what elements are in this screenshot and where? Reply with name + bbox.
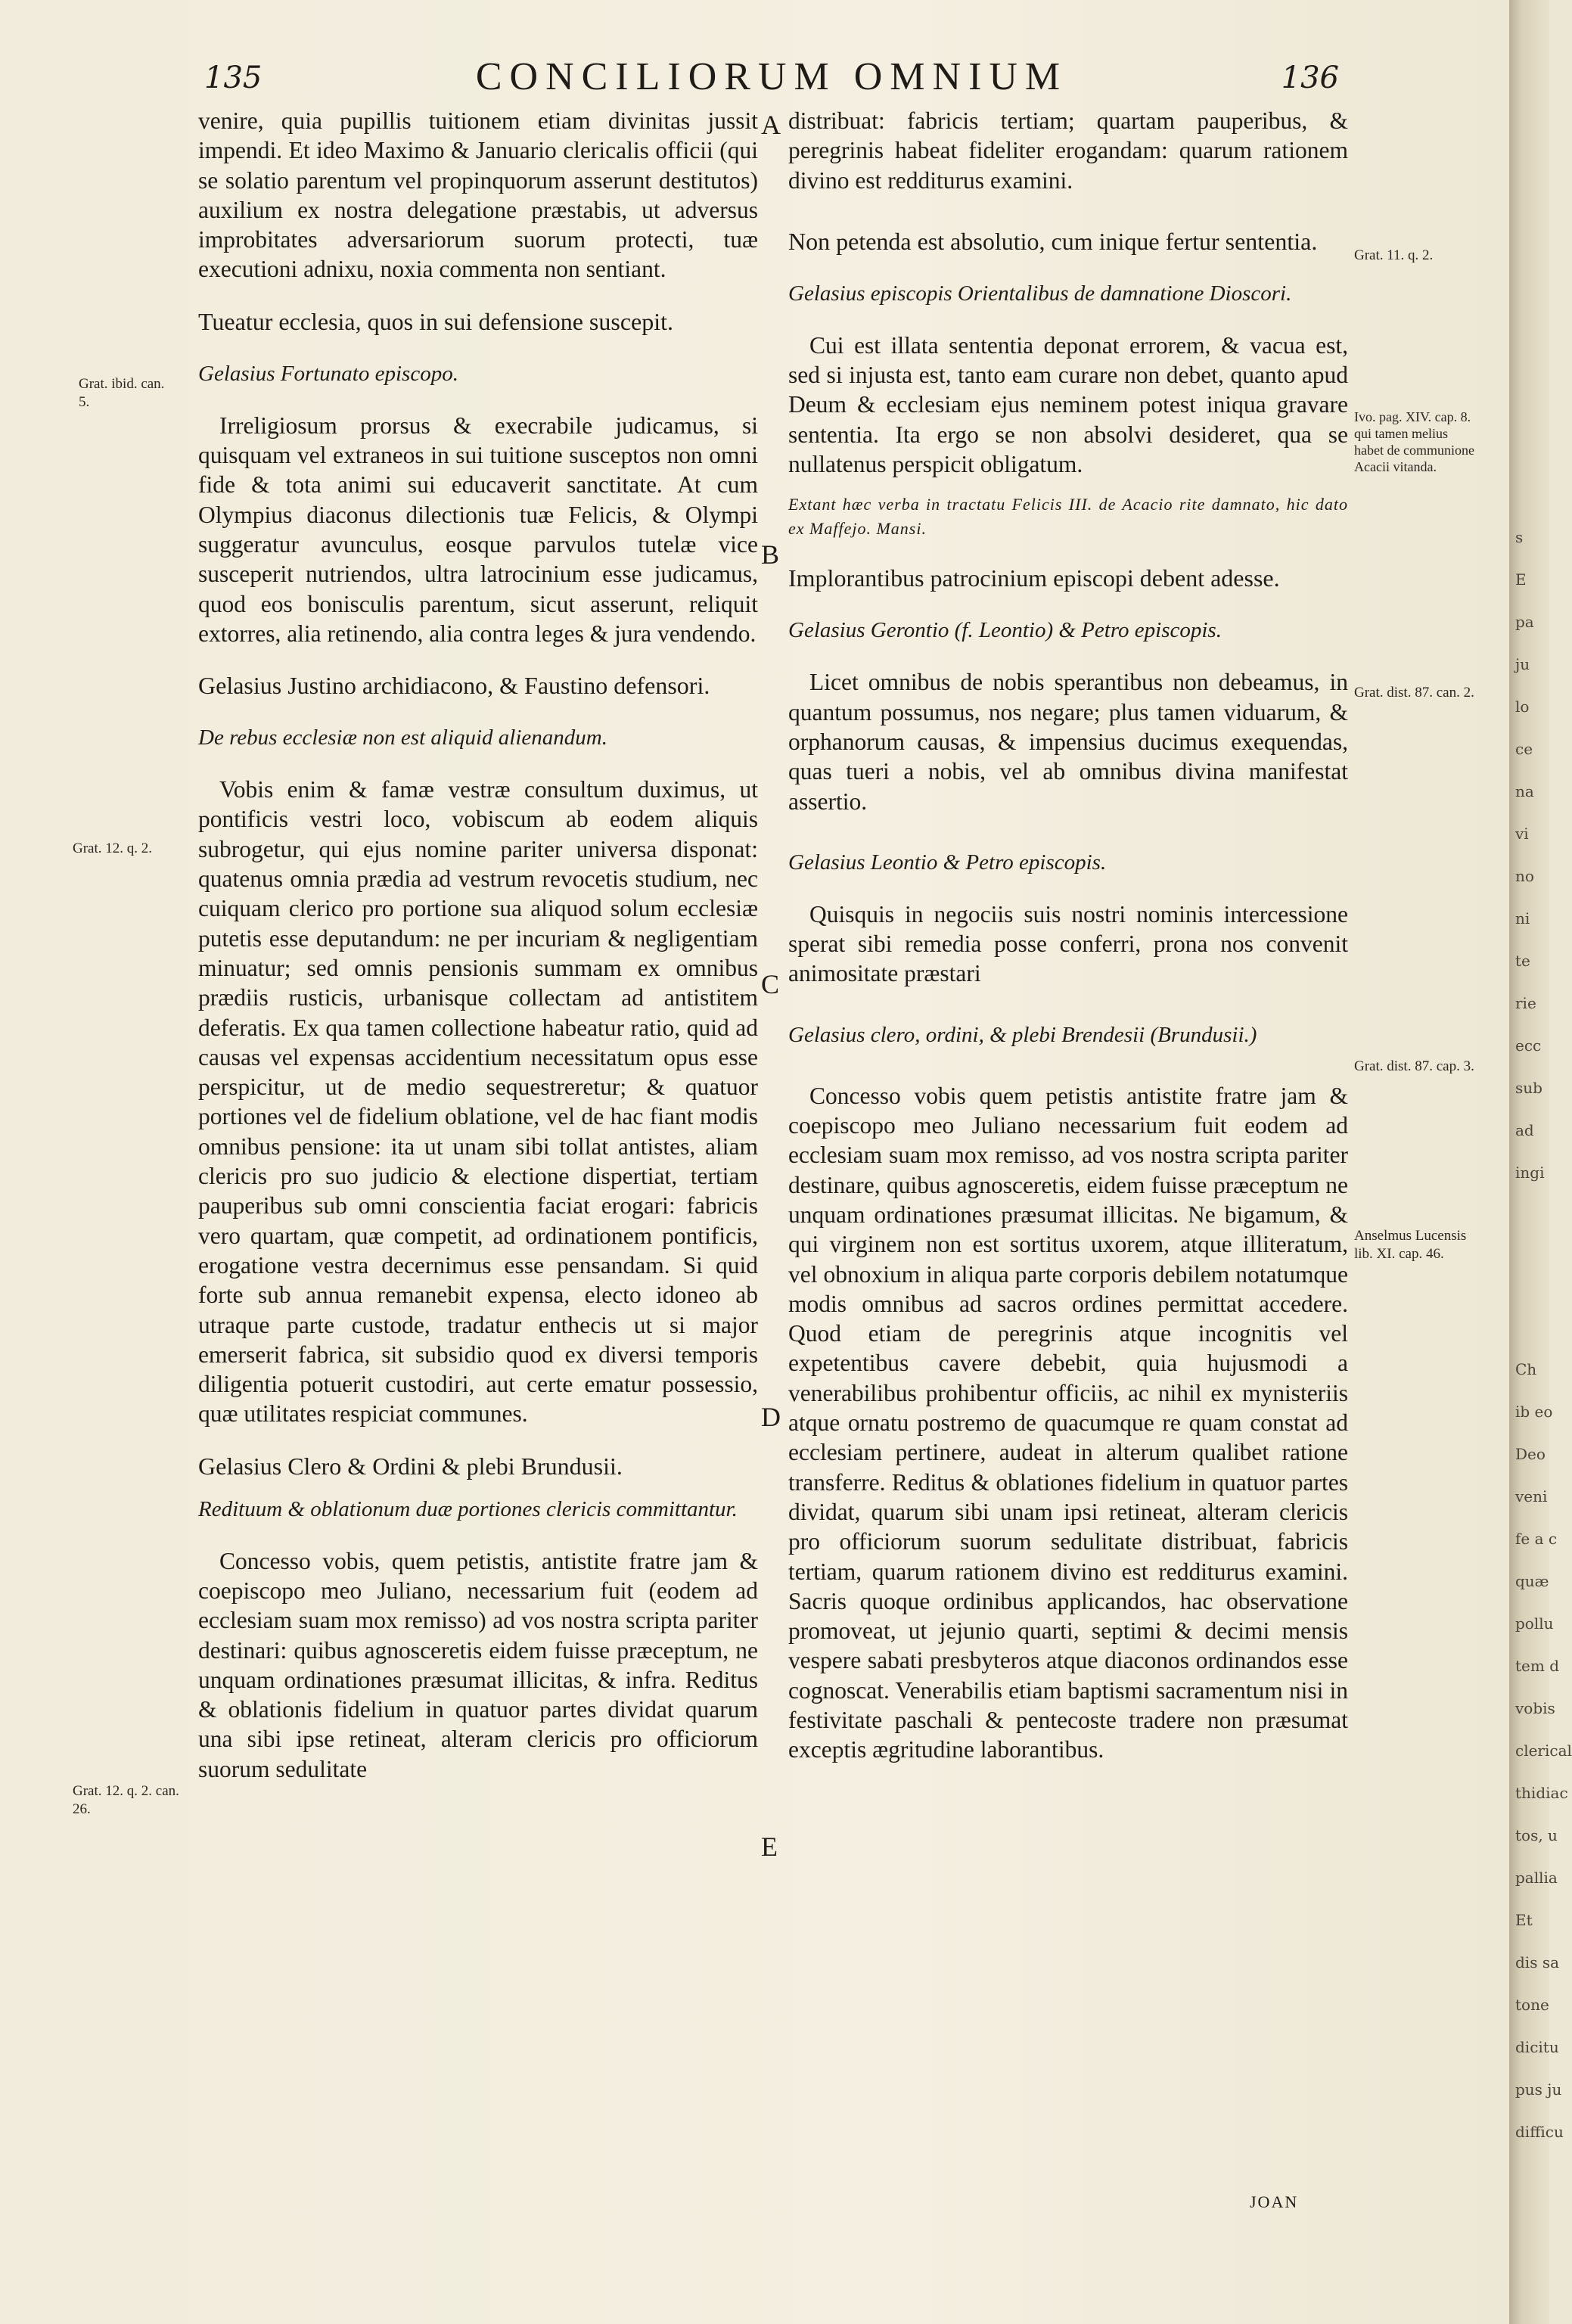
right-paragraph-4: Concesso vobis quem petistis antistite fratre jam & coepiscopo meo Juliano necessarium fuit eodem ad ecclesiam suam mox remisso, ad vos nostra scripta pariter destinare, quibus agnosceretis, eidem fuisse præceptum ne unquam ordinationes præsumat illicitas. Ne bigamum, & qui virginem non est sortitus uxorem, atque illiteratum, vel obnoxium in aliqua parte corporis debilem notatumque modis omnibus ad sacros ordines permittat accedere. Quod etiam de peregrinis atque incognitis vel expetentibus cavere debebit, quia hujusmodi a venerabilibus prohibentur officiis, ac nihil ex mynisteriis atque ornatu postremo de quacumque re quam constat ad ecclesiam pertinere, audeat in alterum qualibet ratione transferre. Reditus & oblationes fidelium in quatuor partes dividat, quarum sibi unam ipsi retineat, alteram clericis pro officiorum suorum sedulitate distribuat, fabricis tertiam, quarum rationem divino est redditurus examini. Sacris quoque ordinibus applicandos, hac observatione promoveat, ut jejunio quarti, septimi & decimi mensis vespere sabati presbyteros atque diaconos ordinandos esse cognoscat. Venerabilis etiam baptismi sacramentum nisi in festivitate paschali & pentecoste tradere non præsumat exceptis ægritudine laborantibus.: [788, 1082, 1348, 1763]
left-paragraph-3: Concesso vobis, quem petistis, antistite fratre jam & coepiscopo meo Juliano, necessarium fuit (eodem ad ecclesiam suam mox remisso) ad vos nostra scripta pariter destinari: quibus agnosceretis eidem fuisse præceptum, ne unquam ordinationes præsumat illicitas, & infra. Reditus & oblationis fidelium in quatuor partes dividat quarum una sibi ipse retineat, alteram clericis pro officiorum suorum sedulitate: [198, 1547, 758, 1782]
left-subheading-3: Redituum & oblationum duæ portiones clericis committantur.: [198, 1496, 738, 1521]
gutter-fragment: ni: [1515, 909, 1530, 927]
right-heading-2: Implorantibus patrocinium episcopi debent adesse.: [788, 564, 1280, 592]
gutter-fragment: tos, u: [1515, 1826, 1558, 1844]
left-heading-1: Tueatur ecclesia, quos in sui defensione suscepit.: [198, 307, 674, 335]
section-letter-a: A: [761, 110, 781, 140]
left-subheading-1: Gelasius Fortunato episcopo.: [198, 361, 458, 386]
gutter-fragment: ib eo: [1515, 1403, 1553, 1421]
gutter-fragment: fe a c: [1515, 1530, 1558, 1548]
margin-note-left-2: Grat. 12. q. 2.: [73, 840, 153, 856]
gutter-fragment: ingi: [1515, 1164, 1545, 1182]
margin-note-left-3: Grat. 12. q. 2. can. 26.: [73, 1783, 179, 1817]
left-continuation-paragraph: venire, quia pupillis tuitionem etiam divinitas jussit impendi. Et ideo Maximo & Januario clericalis officii (qui se solatio parentum vel propinquorum asserunt destitutos) auxilium ex nostra delegatione præstabis, ut adversus improbitates adversariorum suorum protecti, tuæ executioni adnixu, noxia commenta non sentiant.: [198, 107, 758, 283]
gutter-fragment: te: [1515, 952, 1530, 970]
gutter-fragment: ce: [1515, 740, 1533, 758]
section-letter-c: C: [761, 969, 780, 999]
gutter-fragment: dis sa: [1515, 1953, 1560, 1971]
right-subheading-4: Gelasius clero, ordini, & plebi Brendesii (Brundusii.): [788, 1022, 1257, 1047]
page-number-right: 136: [1281, 61, 1339, 95]
gutter-fragment: sub: [1515, 1079, 1542, 1097]
margin-note-right-2: Ivo. pag. XIV. cap. 8. qui tamen melius habet de communione Acacii vitanda.: [1354, 409, 1474, 474]
right-subheading-3: Gelasius Leontio & Petro episcopis.: [788, 850, 1107, 875]
left-heading-3: Gelasius Clero & Ordini & plebi Brundusii.: [198, 1452, 623, 1480]
gutter-fragment: rie: [1515, 994, 1536, 1012]
left-heading-2: Gelasius Justino archidiacono, & Faustino defensori.: [198, 672, 710, 700]
right-subheading-1: Gelasius episcopis Orientalibus de damnatione Dioscori.: [788, 281, 1292, 306]
section-letter-b: B: [761, 539, 780, 570]
gutter-fragment: ad: [1515, 1121, 1534, 1139]
page-header: [204, 54, 1339, 107]
gutter-fragment: E: [1515, 570, 1527, 589]
right-continuation-paragraph: distribuat: fabricis tertiam; quartam pauperibus, & peregrinis habeat fideliter erogandam: quarum rationem divino est redditurus examini.: [788, 107, 1348, 194]
right-column: [788, 106, 1348, 1765]
section-letter-e: E: [761, 1832, 778, 1862]
page-number-left: 135: [204, 61, 263, 95]
margin-note-right-5: Anselmus Lucensis lib. XI. cap. 46.: [1354, 1228, 1467, 1262]
gutter-fragment: quæ: [1515, 1572, 1549, 1590]
right-paragraph-2: Licet omnibus de nobis sperantibus non debeamus, in quantum possumus, nos negare; plus tamen viduarum, & orphanorum causas, & impensius ducimus exequendas, quas tueri a nobis, vel ab omnibus divina manifestat assertio.: [788, 669, 1348, 815]
margin-note-right-3: Grat. dist. 87. can. 2.: [1354, 685, 1474, 701]
gutter-fragment: vi: [1515, 825, 1529, 843]
right-paragraph-3: Quisquis in negociis suis nostri nominis intercessione sperat sibi remedia posse conferri, prona nos convenit animositate præstari: [788, 900, 1348, 987]
gutter-fragment: clerical: [1515, 1741, 1572, 1760]
left-paragraph-2: Vobis enim & famæ vestræ consultum duximus, ut pontificis vestri loco, vobiscum ab eodem aliquis subrogetur, qui ejus nomine pariter universa disponat: quatenus omnia prædia ad vestrum revocetis studium, nec cuiquam clerico pro portione sua aliquod solum ecclesiæ putetis esse deputandum: ne per incuriam & negligentiam minuatur; sed omnis pensionis summam ex omnibus prædiis rusticis, urbanisque collectam ad antistitem deferatis. Ex qua tamen collectione habeatur ratio, quid ad causas vel expensas accidentium necessitatum opus esse perspicitur, ut de medio sequestreretur; & quatuor portiones vel de fidelium oblatione, vel de hac fiant modis omnibus pensione: ita ut unam sibi tollat antistes, aliam clericis pro suo judicio & electione dispertiat, tertiam pauperibus sub omni conscientia faciat erogari: fabricis vero quartam, quæ competit, ad ordinationem pontificis, erogatione vestra decernimus esse pensandam. Si quid forte sub annua remanebit expensa, electo idoneo ab utraque parte custode, tradatur enthecis ut si major emerserit fabrica, sit subsidio quod ex diversi temporis diligentia potuerit custodiri, aut certe ematur possessio, quæ utilitates respiciat communes.: [198, 776, 758, 1428]
left-column: [198, 106, 758, 1784]
left-paragraph-1: Irreligiosum prorsus & execrabile judicamus, si quisquam vel extraneos in sui tuitione susceptos non omni fide & tota animi sui educaverit sanctitate. At cum Olympius diaconus dilectionis tuæ Felicis, & Olympi suggeratur avunculus, eosque parvulos tutelæ vice susceperit nutriendos, ultra latrocinium esse judicamus, quod eos bonisculis parentum, sicut asserunt, reliquit extorres, alia retinendo, alia contra leges & jura vendendo.: [198, 412, 758, 647]
gutter-fragment: no: [1515, 867, 1534, 885]
gutter-fragment: pus ju: [1515, 2080, 1562, 2099]
gutter-fragment: vobis: [1515, 1699, 1555, 1717]
gutter-fragment: Et: [1515, 1911, 1533, 1929]
gutter-fragment: pollu: [1515, 1614, 1554, 1633]
gutter-fragment: thidiac: [1515, 1784, 1568, 1802]
gutter-fragment: ecc: [1515, 1036, 1542, 1055]
margin-note-right-4: Grat. dist. 87. cap. 3.: [1354, 1058, 1474, 1074]
margin-note-right-1: Grat. 11. q. 2.: [1354, 247, 1434, 263]
running-title: CONCILIORUM OMNIUM: [475, 55, 1068, 98]
gutter-fragment: dicitu: [1515, 2038, 1559, 2056]
gutter-fragment: ju: [1515, 655, 1530, 673]
right-paragraph-1: Cui est illata sententia deponat errorem, & vacua est, sed si injusta est, tanto eam curare non debet, quanto apud Deum & ecclesiam ejus neminem potest iniqua gravare sententia. Ita ergo se non absolvi desideret, qua se nullatenus perspicit obligatum.: [788, 331, 1348, 478]
gutter-fragment: lo: [1515, 698, 1530, 716]
right-heading-1: Non petenda est absolutio, cum inique fertur sententia.: [788, 227, 1318, 255]
gutter-fragment: pa: [1515, 613, 1534, 631]
facing-page-gutter: [1509, 0, 1572, 2324]
gutter-fragment: pallia: [1515, 1869, 1558, 1887]
gutter-fragment: s: [1515, 528, 1524, 546]
right-editorial-note: Extant hæc verba in tractatu Felicis III. de Acacio rite damnato, hic dato ex Maffejo. Mansi.: [788, 495, 1348, 539]
catchword: JOAN: [1250, 2192, 1299, 2211]
gutter-fragment: difficu: [1515, 2123, 1564, 2141]
margin-note-left-1: Grat. ibid. can. 5.: [79, 376, 165, 410]
gutter-fragment: Deo: [1515, 1445, 1546, 1463]
gutter-fragment: tone: [1515, 1996, 1549, 2014]
gutter-fragment: na: [1515, 782, 1534, 800]
section-letter-d: D: [761, 1402, 781, 1432]
left-subheading-2: De rebus ecclesiæ non est aliquid alienandum.: [198, 725, 607, 750]
gutter-fragment: veni: [1515, 1487, 1548, 1505]
gutter-fragment: Ch: [1515, 1360, 1537, 1378]
gutter-fragment: tem d: [1515, 1657, 1559, 1675]
right-subheading-2: Gelasius Gerontio (f. Leontio) & Petro episcopis.: [788, 618, 1222, 643]
